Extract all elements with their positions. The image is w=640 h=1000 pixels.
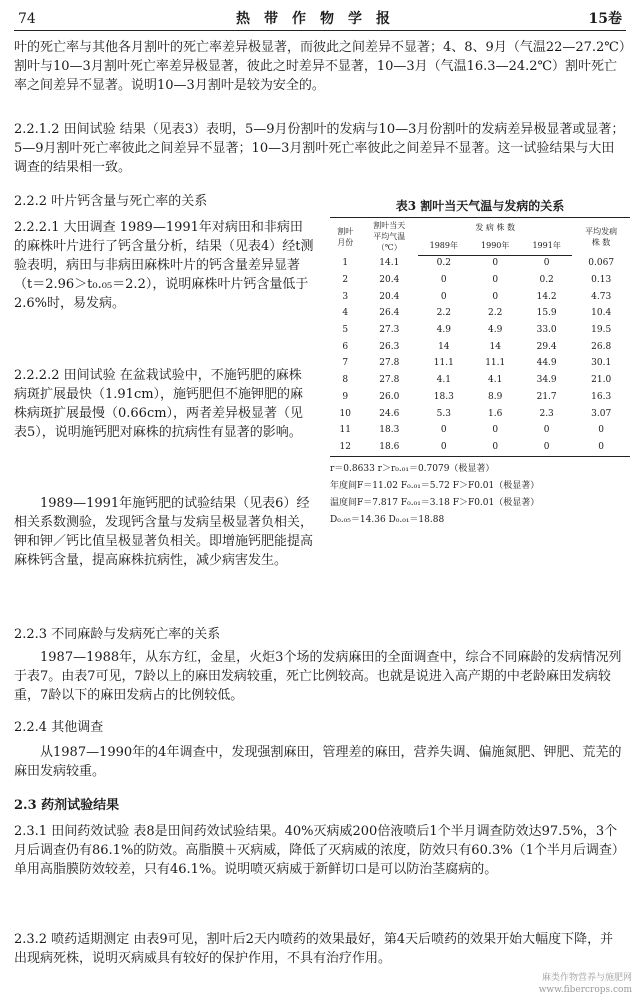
table-cell: 18.3 <box>379 425 400 436</box>
table-cell: 4.1 <box>436 375 451 386</box>
volume-label: 15卷 <box>588 11 622 27</box>
paragraph-2222: 2.2.2.2 田间试验 在盆栽试验中，不施钙肥的麻株病斑扩展最快（1.91cm），施钙肥但不施钾肥的麻株病斑扩展最慢（0.66cm），两者差异极显著（见表5），说明施钙肥对麻株的抗病性有显著的影响。 <box>14 368 304 440</box>
table-cell: 0 <box>543 425 550 436</box>
table-cell: 2 <box>342 275 349 286</box>
journal-title: 热带作物学报 <box>236 11 404 27</box>
table-cell: 0 <box>572 439 630 456</box>
table-cell: 21.7 <box>536 391 557 402</box>
table-row <box>330 372 630 389</box>
table-cell: 2.3 <box>539 408 554 419</box>
table-cell: 26.0 <box>379 391 400 402</box>
note-temp-f: 温度间F＝7.817 F₀.₀₁＝3.18 F＞F0.01（极显著） <box>330 497 540 508</box>
note-year-f: 年度间F＝11.02 F₀.₀₁＝5.72 F＞F0.01（极显著） <box>330 480 540 491</box>
table-cell: 4.1 <box>488 375 503 386</box>
col-header-1990: 1990年 <box>470 236 521 255</box>
table-cell: 0.2 <box>436 258 451 269</box>
table-row <box>330 322 630 339</box>
heading-23: 2.3 药剂试验结果 <box>14 798 120 813</box>
note-d-values: D₀.₀₅＝14.36 D₀.₀₁＝18.88 <box>330 514 445 525</box>
table-cell: 15.9 <box>536 308 557 319</box>
table-cell: 11 <box>339 425 351 436</box>
table-cell: 20.4 <box>379 291 400 302</box>
table-cell: 11.1 <box>485 358 506 369</box>
table-cell: 26.4 <box>379 308 400 319</box>
table-cell: 12 <box>330 439 360 456</box>
table-cell: 34.9 <box>536 375 557 386</box>
table-cell: 2.2 <box>436 308 451 319</box>
table-cell: 20.4 <box>379 275 400 286</box>
table-cell: 6 <box>342 341 349 352</box>
table-cell: 4 <box>342 308 349 319</box>
table-row <box>330 289 630 306</box>
table-row <box>330 406 630 423</box>
table-cell: 8 <box>342 375 349 386</box>
paragraph-continuation: 叶的死亡率与其他各月割叶的死亡率差异极显著，而彼此之间差异不显著；4、8、9月（气温22—27.2℃）割叶与10—3月割叶死亡率差异极显著，彼此之时差异不显著，10—3月（气温16.3—24.2℃）割叶死亡率之间差异不显著。说明10—3月割叶是较为安全的。 <box>14 40 626 93</box>
col-header-month: 割叶 月份 <box>330 218 360 256</box>
col-header-1991: 1991年 <box>521 236 572 255</box>
table-cell: 26.8 <box>591 341 612 352</box>
table-row <box>330 272 630 289</box>
paragraph-232: 2.3.2 喷药适期测定 由表9可见，割叶后2天内喷药的效果最好，第4天后喷药的效果开始大幅度下降，并出现病死株，说明灭病威具有较好的保护作用，不具有治疗作用。 <box>14 932 614 966</box>
note-correlation: r＝0.8633 r＞r₀.₀₁＝0.7079（极显著） <box>330 463 495 474</box>
watermark-line2: www.fibercrops.com <box>538 985 632 995</box>
table-notes <box>330 463 630 531</box>
table-cell: 14.1 <box>379 258 400 269</box>
table-cell: 0 <box>521 439 572 456</box>
table-row <box>330 422 630 439</box>
table-cell: 9 <box>342 391 349 402</box>
table-cell: 30.1 <box>591 358 612 369</box>
table-3-grid <box>330 217 630 457</box>
table-cell: 7 <box>342 358 349 369</box>
table-cell: 24.6 <box>379 408 400 419</box>
table-row <box>330 439 630 456</box>
table-cell: 5 <box>342 325 349 336</box>
table-title: 表3 割叶当天气温与发病的关系 <box>395 199 565 213</box>
table-cell: 0 <box>492 425 499 436</box>
table-cell: 33.0 <box>536 325 557 336</box>
paragraph-2212: 2.2.1.2 田间试验 结果（见表3）表明，5—9月份割叶的发病与10—3月份割叶的发病差异极显著或显著；5—9月割叶死亡率彼此之间差异不显著；10—3月割叶死亡率彼此之间差异不显著。这一试验结果与大田调查的结果相一致。 <box>14 122 625 175</box>
page-header <box>14 8 626 31</box>
table-cell: 1 <box>342 258 349 269</box>
table-cell: 26.3 <box>379 341 400 352</box>
table-3 <box>330 200 630 531</box>
table-cell: 1.6 <box>488 408 503 419</box>
col-header-1989: 1989年 <box>418 236 469 255</box>
table-cell: 0 <box>440 275 447 286</box>
table-cell: 14.2 <box>536 291 557 302</box>
table-cell: 0 <box>440 425 447 436</box>
table-row <box>330 339 630 356</box>
table-cell: 21.0 <box>591 375 612 386</box>
paragraph-calcium-trial: 1989—1991年施钙肥的试验结果（见表6）经相关系数测验，发现钙含量与发病呈极显著负相关，钾和钾／钙比值呈极显著负相关。即增施钙肥能提高麻株钙含量，提高麻株抗病性，减少病害发生。 <box>14 496 314 568</box>
watermark-line1: 麻类作物营养与施肥网 <box>541 973 632 983</box>
col-header-avg: 平均发病 株 数 <box>572 218 630 256</box>
table-cell: 0 <box>470 439 521 456</box>
table-cell: 14 <box>438 341 450 352</box>
table-cell: 0 <box>492 258 499 269</box>
table-cell: 29.4 <box>536 341 557 352</box>
table-cell: 14 <box>489 341 501 352</box>
table-cell: 0 <box>418 439 469 456</box>
table-row <box>330 255 630 272</box>
table-cell: 27.3 <box>379 325 400 336</box>
table-cell: 2.2 <box>488 308 503 319</box>
page-number: 74 <box>18 11 36 27</box>
paragraph-2221: 2.2.2.1 大田调查 1989—1991年对病田和非病田的麻株叶片进行了钙含量分析，结果（见表4）经t测验表明，病田与非病田麻株叶片的钙含量差异显著（t＝2.96＞t₀.₀₅＝2.2），说明麻株叶片钙含量低于2.6%时，易发病。 <box>14 220 314 311</box>
heading-222: 2.2.2 叶片钙含量与死亡率的关系 <box>14 194 208 209</box>
table-cell: 4.73 <box>591 291 612 302</box>
table-cell: 11.1 <box>433 358 454 369</box>
table-row <box>330 306 630 323</box>
table-cell: 0 <box>492 291 499 302</box>
table-row <box>330 389 630 406</box>
table-cell: 16.3 <box>591 391 612 402</box>
table-cell: 3 <box>342 291 349 302</box>
table-cell: 10.4 <box>591 308 612 319</box>
table-cell: 27.8 <box>379 358 400 369</box>
table-cell: 18.6 <box>360 439 418 456</box>
table-cell: 4.9 <box>488 325 503 336</box>
col-header-temp: 割叶当天 平均气温 （℃） <box>360 218 418 256</box>
table-cell: 27.8 <box>379 375 400 386</box>
table-cell: 44.9 <box>536 358 557 369</box>
table-cell: 10 <box>339 408 351 419</box>
table-cell: 0 <box>543 258 550 269</box>
paragraph-223: 1987—1988年，从东方红，金星，火炬3个场的发病麻田的全面调查中，综合不同麻龄的发病情况列于表7。由表7可见，7龄以上的麻田发病较重，死亡比例较高。也就是说进入高产期的中老龄麻田发病较重，7龄以下的麻田发病占的比例较低。 <box>14 650 622 703</box>
table-row <box>330 356 630 373</box>
table-cell: 5.3 <box>436 408 451 419</box>
paragraph-224: 从1987—1990年的4年调查中，发现强割麻田，管理差的麻田，营养失调、偏施氮肥、钾肥、荒芜的麻田发病较重。 <box>14 745 622 779</box>
table-cell: 0 <box>492 275 499 286</box>
table-cell: 0.2 <box>539 275 554 286</box>
table-cell: 18.3 <box>433 391 454 402</box>
paragraph-231: 2.3.1 田间药效试验 表8是田间药效试验结果。40%灭病威200倍液喷后1个半月调查防效达97.5%，3个月后调查仍有86.1%的防效。高脂膜＋灭病威，降低了灭病威的浓度，防效只有60.3%（1个半月后调查）单用高脂膜防效较差，只有46.1%。说明喷灭病威于新鲜切口是可以防治茎腐病的。 <box>14 824 625 877</box>
table-cell: 4.9 <box>436 325 451 336</box>
table-cell: 0 <box>598 425 605 436</box>
table-cell: 0.13 <box>591 275 612 286</box>
table-cell: 8.9 <box>488 391 503 402</box>
table-cell: 0 <box>440 291 447 302</box>
table-cell: 19.5 <box>591 325 612 336</box>
heading-223: 2.2.3 不同麻龄与发病死亡率的关系 <box>14 627 221 642</box>
table-cell: 0.067 <box>588 258 615 269</box>
col-header-cases: 发 病 株 数 <box>418 218 572 237</box>
table-cell: 3.07 <box>591 408 612 419</box>
heading-224: 2.2.4 其他调查 <box>14 720 104 735</box>
watermark <box>539 972 632 996</box>
